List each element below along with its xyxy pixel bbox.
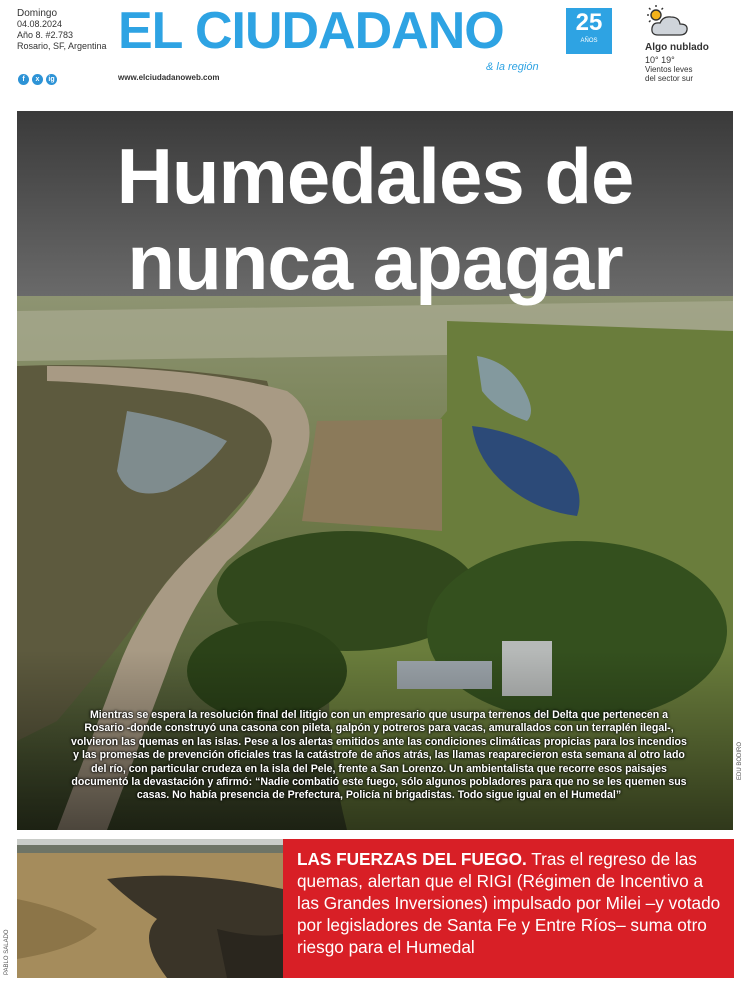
weather-temperature: 10° 19°	[645, 55, 675, 65]
main-headline[interactable]	[17, 133, 733, 305]
date-label: 04.08.2024	[17, 19, 63, 29]
location-label: Rosario, SF, Argentina	[17, 41, 107, 51]
headline-line-2: nunca apagar	[127, 218, 623, 306]
anniversary-number: 25	[575, 9, 603, 36]
main-photo-credit: EDU BODIRO	[737, 741, 743, 780]
facebook-icon[interactable]: f	[18, 74, 29, 85]
website-link[interactable]: www.elciudadanoweb.com	[118, 73, 220, 82]
weather-condition: Algo nublado	[645, 42, 709, 53]
social-links	[18, 74, 57, 85]
weather-wind: Vientos leves del sector sur	[645, 65, 694, 83]
edition-label: Año 8. #2.783	[17, 30, 74, 40]
date-block	[17, 8, 107, 52]
burned-field-image	[17, 839, 283, 978]
main-photo[interactable]	[17, 111, 733, 830]
day-label: Domingo	[17, 8, 58, 19]
twitter-icon[interactable]: x	[32, 74, 43, 85]
second-story-box[interactable]	[283, 839, 734, 978]
partly-cloudy-icon	[644, 4, 690, 38]
masthead-title[interactable]: EL CIUDADANO	[118, 2, 504, 60]
second-photo-credit: PABLO SALADO	[4, 929, 10, 975]
second-story-text: Tras el regreso de las quemas, alertan que el RIGI (Régimen de Incentivo a las Grandes Inversiones) impulsado por Milei –y votado por legisladores de Santa Fe y Entre Ríos– suma otro riesgo para el Humedal	[297, 849, 721, 957]
burned-field-photo[interactable]	[17, 839, 283, 978]
second-story-kicker: LAS FUERZAS DEL FUEGO.	[297, 849, 527, 869]
anniversary-text: AÑOS	[580, 38, 598, 44]
anniversary-badge	[566, 8, 612, 54]
region-tagline: & la región	[486, 61, 539, 73]
instagram-icon[interactable]: ig	[46, 74, 57, 85]
headline-line-1: Humedales de	[116, 132, 634, 220]
main-lead-text: Mientras se espera la resolución final del litigio con un empresario que usurpa terrenos del Delta que pertenecen a Rosario -donde construyó una casona con pileta, galpón y potreros para vacas, amurallados con un terraplén ilegal-, volvieron las quemas en las islas. Pese a los alertas emitidos ante las condiciones climáticas propicias para los incendios y las promesas de prevención oficiales tras la catástrofe de años atrás, las llamas reaparecieron esta semana al otro lado del río, con particular crudeza en la isla del Pele, frente a San Lorenzo. Un ambientalista que recorre esos paisajes documentó la devastación y afirmó: “Nadie combatió este fuego, sólo algunos pobladores para que no se les quemen sus casas. No había presencia de Prefectura, Policía ni brigadistas. Todo sigue igual en el Humedal”	[71, 709, 687, 802]
